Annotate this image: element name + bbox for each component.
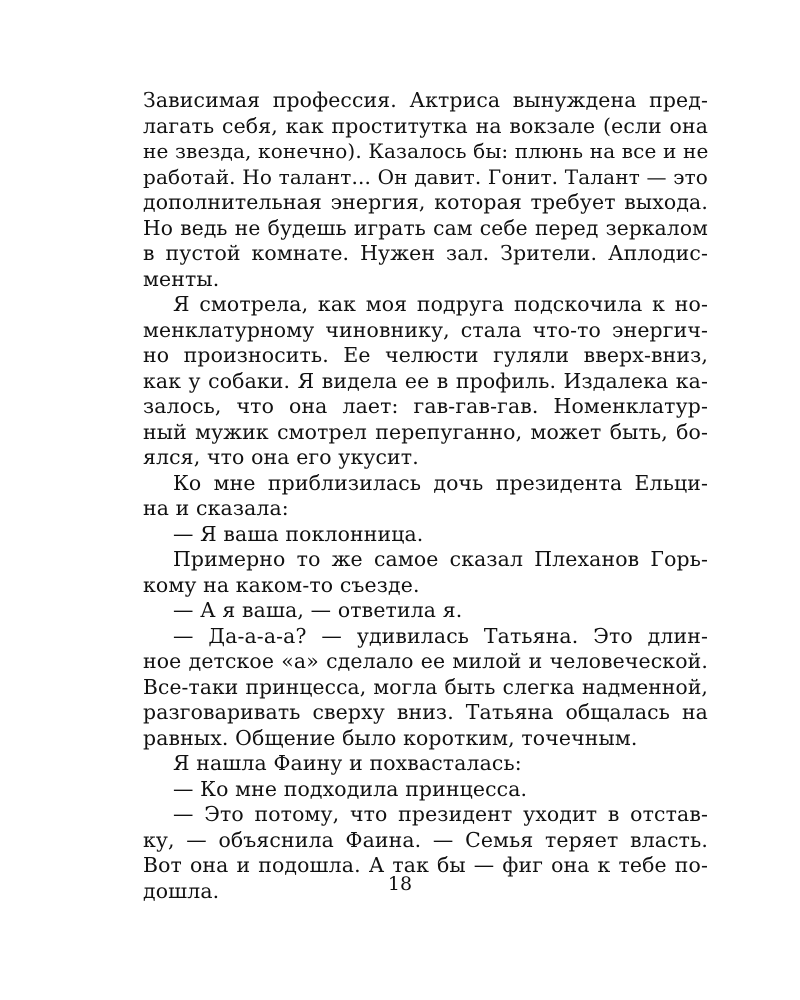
body-text: [143, 88, 708, 904]
text-line: менты.: [143, 266, 220, 291]
text-line: ку, — объяснила Фаина. — Семья теряет власть.: [143, 827, 708, 852]
text-line: дополнительная энергия, которая требует выхода.: [143, 190, 708, 214]
text-line: как у собаки. Я видела ее в профиль. Издалека ка-: [143, 368, 708, 393]
text-line: — Я ваша поклонница.: [173, 521, 424, 546]
text-line: в пустой комнате. Нужен зал. Зрители. Аплодис-: [143, 241, 708, 265]
text-line: Зависимая профессия. Актриса вынуждена пред-: [143, 88, 708, 112]
text-line: Примерно то же самое сказал Плеханов Горь-: [173, 547, 708, 571]
text-line: Вот она и подошла. А так бы — фиг она к тебе по-: [143, 853, 708, 877]
text-line: Все-таки принцесса, могла быть слегка надменной,: [143, 674, 708, 699]
text-line: Я нашла Фаину и похвасталась:: [173, 751, 522, 775]
text-line: Ко мне приблизилась дочь президента Ельци-: [173, 470, 708, 495]
text-line: — Да-а-а-а? — удивилась Татьяна. Это длин-: [173, 623, 708, 648]
text-line: Но ведь не будешь играть сам себе перед зеркалом: [143, 215, 708, 240]
text-line: дошла.: [143, 878, 220, 903]
text-line: но произносить. Ее челюсти гуляли вверх-вниз,: [143, 343, 708, 367]
text-line: залось, что она лает: гав-гав-гав. Номенклатур-: [143, 394, 708, 418]
text-line: — Это потому, что президент уходит в отстав-: [173, 802, 708, 826]
text-line: менклатурному чиновнику, стала что-то энергич-: [143, 317, 708, 342]
page-number: 18: [387, 873, 413, 895]
text-line: работай. Но талант... Он давит. Гонит. Талант — это: [143, 164, 708, 189]
text-line: — А я ваша, — ответила я.: [173, 598, 463, 622]
text-line: ное детское «а» сделало ее милой и человеческой.: [143, 649, 708, 673]
text-line: Я смотрела, как моя подруга подскочила к но-: [173, 292, 708, 316]
text-line: — Ко мне подходила принцесса.: [173, 776, 528, 801]
text-line: лагать себя, как проститутка на вокзале (если она: [143, 113, 708, 138]
text-line: разговаривать сверху вниз. Татьяна общалась на: [143, 700, 708, 724]
text-line: ный мужик смотрел перепуганно, может быть, бо-: [143, 419, 708, 444]
text-line: на и сказала:: [143, 496, 289, 520]
text-line: равных. Общение было коротким, точечным.: [143, 725, 638, 750]
text-line: не звезда, конечно). Казалось бы: плюнь на все и не: [143, 139, 708, 163]
text-line: кому на каком-то съезде.: [143, 572, 420, 597]
text-line: ялся, что она его укусит.: [143, 445, 419, 469]
